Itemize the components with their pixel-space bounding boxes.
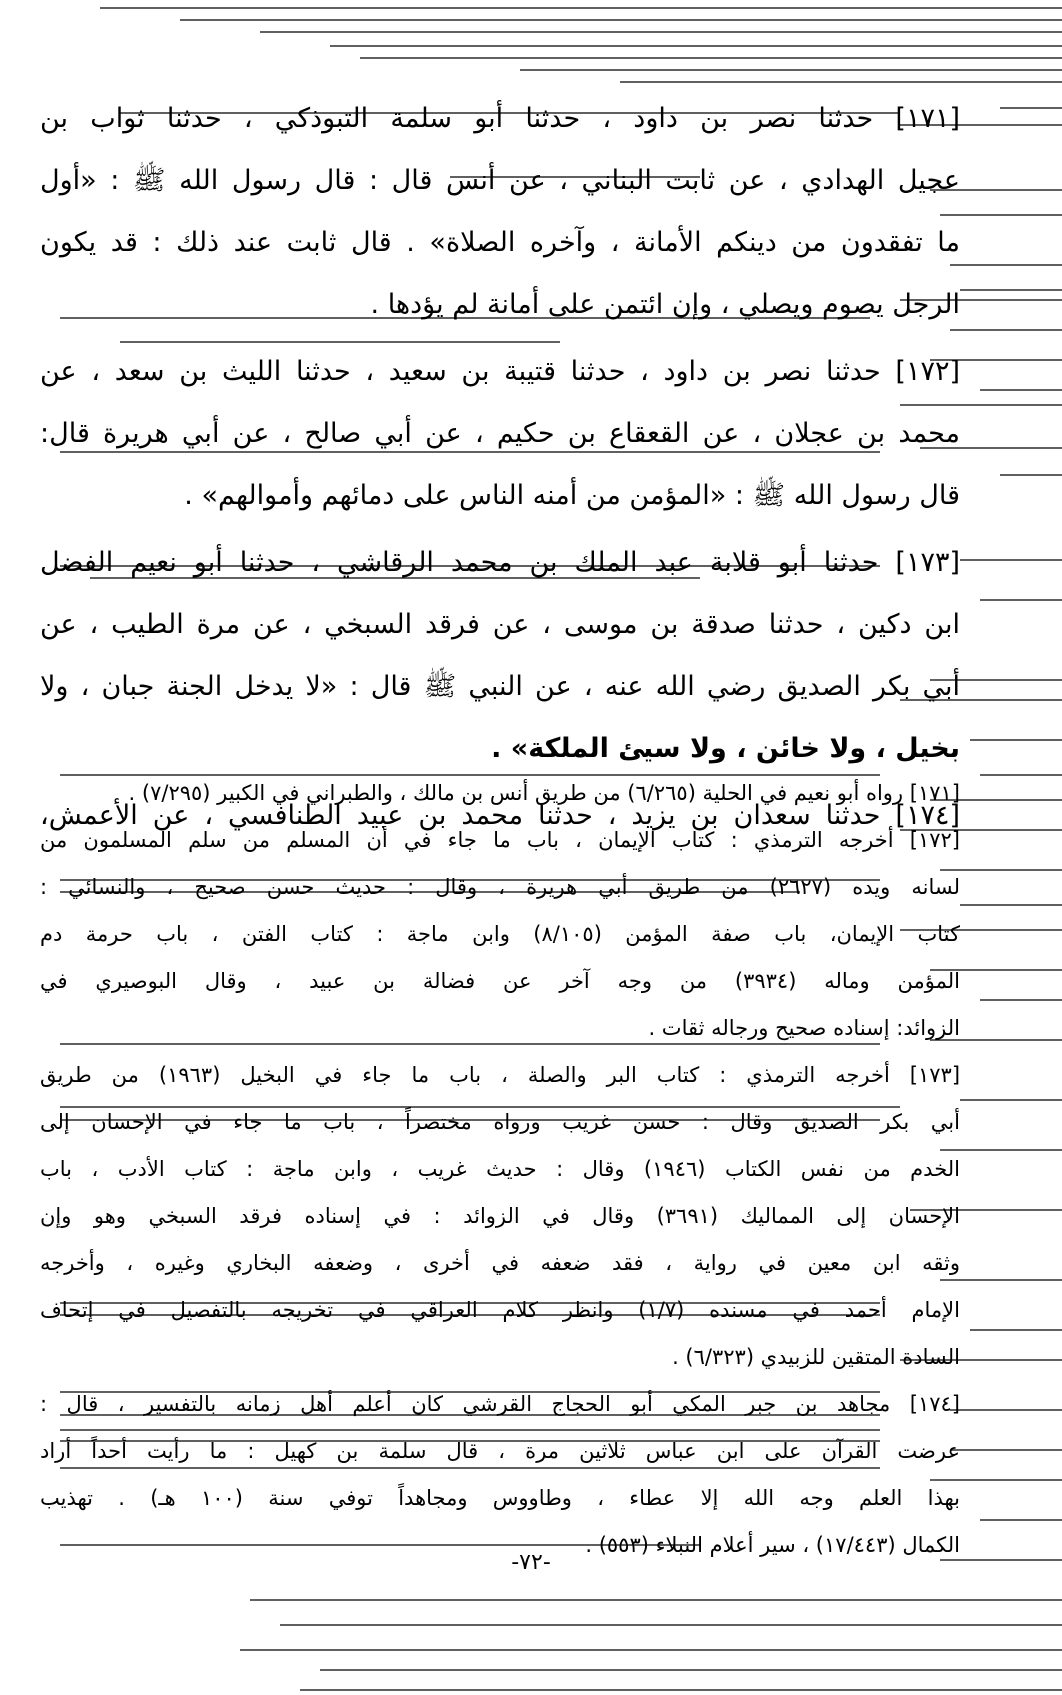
main-text: [40, 88, 960, 847]
footnote-line: كتاب الإيمان، باب صفة المؤمن (٨/١٠٥) وابن ماجة : كتاب الفتن ، باب حرمة دم: [40, 922, 960, 946]
footnote-173: [40, 1052, 960, 1381]
footnote-line: المؤمن وماله (٣٩٣٤) من وجه آخر عن فضالة بن عبيد ، وقال البوصيري في: [40, 969, 960, 993]
footnote-line: وثقه ابن معين في رواية ، فقد ضعفه في أخرى ، وضعفه البخاري وغيره ، وأخرجه: [40, 1251, 960, 1275]
footnote-line: الكمال (١٧/٤٤٣) ، سير أعلام النبلاء (٥٥٣) .: [585, 1533, 960, 1557]
footnote-line: أبي بكر الصديق وقال : حسن غريب ورواه مختصراً ، باب ما جاء في الإحسان إلى: [40, 1110, 960, 1134]
text-line: محمد بن عجلان ، عن القعقاع بن حكيم ، عن أبي صالح ، عن أبي هريرة قال:: [40, 418, 960, 449]
page-number: -٧٢-: [511, 1550, 551, 1575]
footnote-171: [40, 770, 960, 817]
footnote-172: [40, 817, 960, 1052]
footnote-174: [40, 1381, 960, 1569]
footnote-line: [١٧٤] مجاهد بن جبر المكي أبو الحجاج القرشي كان أعلم أهل زمانه بالتفسير ، قال :: [40, 1392, 960, 1416]
footnote-line: [١٧٣] أخرجه الترمذي : كتاب البر والصلة ، باب ما جاء في البخيل (١٩٦٣) من طريق: [40, 1063, 960, 1087]
hadith-172: [40, 341, 960, 527]
text-line: [١٧٤] حدثنا سعدان بن يزيد ، حدثنا محمد بن عبيد الطنافسي ، عن الأعمش،: [40, 800, 960, 831]
footnotes: [40, 770, 960, 1569]
text-line: ابن دكين ، حدثنا صدقة بن موسى ، عن فرقد السبخي ، عن مرة الطيب ، عن: [40, 609, 960, 640]
footnote-line: عرضت القرآن على ابن عباس ثلاثين مرة ، قال سلمة بن كهيل : ما رأيت أحداً أراد: [40, 1439, 960, 1463]
hadith-173: [40, 532, 960, 780]
footnote-line: الزوائد: إسناده صحيح ورجاله ثقات .: [648, 1016, 960, 1040]
footnote-line: [١٧٢] أخرجه الترمذي : كتاب الإيمان ، باب ما جاء في أن المسلم من سلم المسلمون من: [40, 828, 960, 852]
footnote-line: السادة المتقين للزبيدي (٦/٣٢٣) .: [672, 1345, 960, 1369]
text-line: [١٧٣] حدثنا أبو قلابة عبد الملك بن محمد الرقاشي ، حدثنا أبو نعيم الفضل: [40, 547, 960, 578]
text-line: بخيل ، ولا خائن ، ولا سيئ الملكة» .: [491, 733, 960, 764]
text-line: ما تفقدون من دينكم الأمانة ، وآخره الصلاة» . قال ثابت عند ذلك : قد يكون: [40, 227, 960, 258]
text-line: عجيل الهدادي ، عن ثابت البناني ، عن أنس قال : قال رسول الله ﷺ : «أول: [40, 165, 960, 196]
footnote-line: لسانه ويده (٢٦٢٧) من طريق أبي هريرة ، وقال : حديث حسن صحيح ، والنسائي :: [40, 875, 960, 899]
text-line: [١٧١] حدثنا نصر بن داود ، حدثنا أبو سلمة التبوذكي ، حدثنا ثواب بن: [40, 103, 960, 134]
text-line: أبي بكر الصديق رضي الله عنه ، عن النبي ﷺ قال : «لا يدخل الجنة جبان ، ولا: [40, 671, 960, 702]
footnote-line: [١٧١] رواه أبو نعيم في الحلية (٦/٢٦٥) من طريق أنس بن مالك ، والطبراني في الكبير (٧/٢٩٥) .: [128, 781, 960, 805]
text-line: الرجل يصوم ويصلي ، وإن ائتمن على أمانة لم يؤدها .: [370, 289, 960, 320]
text-line: قال رسول الله ﷺ : «المؤمن من أمنه الناس على دمائهم وأموالهم» .: [184, 480, 960, 511]
footnote-line: الإحسان إلى المماليك (٣٦٩١) وقال في الزوائد : في إسناده فرقد السبخي وهو وإن: [40, 1204, 960, 1228]
footnote-line: الإمام أحمد في مسنده (١/٧) وانظر كلام العراقي في تخريجه بالتفصيل في إتحاف: [40, 1298, 960, 1322]
footnote-line: الخدم من نفس الكتاب (١٩٤٦) وقال : حديث غريب ، وابن ماجة : كتاب الأدب ، باب: [40, 1157, 960, 1181]
hadith-171: [40, 88, 960, 336]
footnote-line: بهذا العلم وجه الله إلا عطاء ، وطاووس ومجاهداً توفي سنة (١٠٠ هـ) . تهذيب: [40, 1486, 960, 1510]
text-line: [١٧٢] حدثنا نصر بن داود ، حدثنا قتيبة بن سعيد ، حدثنا الليث بن سعد ، عن: [40, 356, 960, 387]
